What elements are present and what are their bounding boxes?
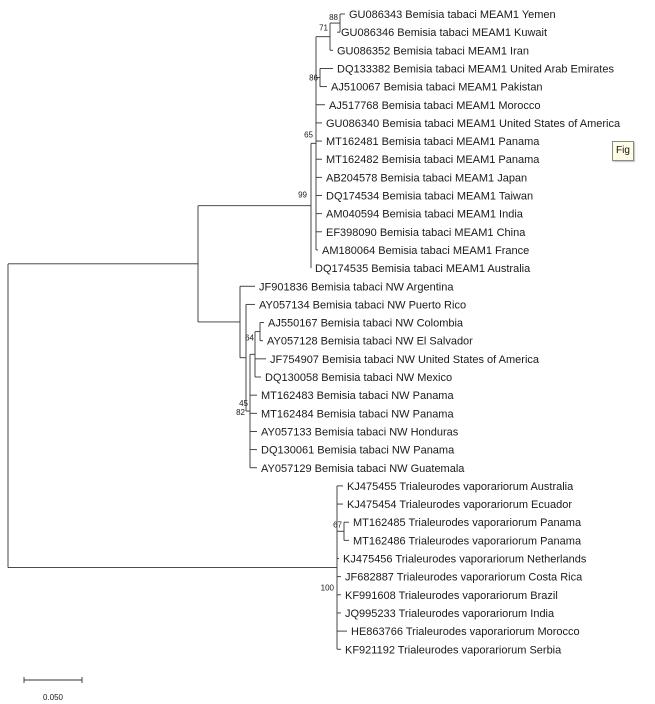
taxon-label: JF682887 Trialeurodes vaporariorum Costa Rica (345, 571, 583, 584)
taxon-label: AY057134 Bemisia tabaci NW Puerto Rico (259, 299, 467, 312)
bootstrap-value: 67 (333, 520, 342, 530)
bootstrap-value: 99 (298, 190, 307, 200)
bootstrap-value: 45 (239, 399, 248, 409)
taxon-label: MT162481 Bemisia tabaci MEAM1 Panama (326, 136, 540, 149)
bootstrap-value: 71 (319, 23, 328, 33)
taxon-label: DQ174534 Bemisia tabaci MEAM1 Taiwan (326, 190, 534, 203)
taxon-label: GU086352 Bemisia tabaci MEAM1 Iran (337, 45, 529, 58)
bootstrap-value: 86 (309, 73, 318, 83)
taxon-label: MT162485 Trialeurodes vaporariorum Panama (353, 517, 582, 530)
taxon-label: GU086343 Bemisia tabaci MEAM1 Yemen (349, 9, 556, 21)
taxon-label: AB204578 Bemisia tabaci MEAM1 Japan (326, 172, 528, 185)
taxon-label: AY057128 Bemisia tabaci NW El Salvador (267, 335, 473, 348)
taxon-label: DQ133382 Bemisia tabaci MEAM1 United Arab Emirates (337, 63, 614, 76)
taxon-label: DQ130058 Bemisia tabaci NW Mexico (265, 372, 453, 384)
taxon-label: AY057129 Bemisia tabaci NW Guatemala (261, 462, 465, 475)
taxon-label: KJ475455 Trialeurodes vaporariorum Australia (347, 480, 574, 493)
taxon-label: KF921192 Trialeurodes vaporariorum Serbia (345, 644, 562, 657)
taxon-label: GU086346 Bemisia tabaci MEAM1 Kuwait (341, 27, 548, 40)
taxon-label: AJ550167 Bemisia tabaci NW Colombia (268, 317, 464, 330)
taxon-label: KF991608 Trialeurodes vaporariorum Brazil (345, 589, 558, 602)
taxon-label: DQ174535 Bemisia tabaci MEAM1 Australia (315, 263, 531, 276)
taxon-label: AJ510067 Bemisia tabaci MEAM1 Pakistan (331, 81, 543, 94)
taxon-label: AJ517768 Bemisia tabaci MEAM1 Morocco (329, 99, 541, 112)
taxon-label: KJ475454 Trialeurodes vaporariorum Ecuador (347, 499, 573, 512)
bootstrap-value: 88 (329, 13, 338, 23)
taxon-label: JF754907 Bemisia tabaci NW United States of America (270, 353, 540, 366)
taxon-label: GU086340 Bemisia tabaci MEAM1 United States of America (326, 117, 621, 130)
taxon-label: JF901836 Bemisia tabaci NW Argentina (259, 281, 454, 294)
bootstrap-value: 65 (304, 130, 313, 140)
taxon-label: EF398090 Bemisia tabaci MEAM1 China (326, 226, 526, 239)
scale-bar-label: 0.050 (42, 693, 64, 702)
taxon-label: MT162486 Trialeurodes vaporariorum Panama (353, 535, 582, 548)
taxon-label: MT162482 Bemisia tabaci MEAM1 Panama (326, 154, 540, 167)
taxon-label: DQ130061 Bemisia tabaci NW Panama (261, 444, 455, 457)
taxon-label: AM040594 Bemisia tabaci MEAM1 India (326, 208, 523, 221)
bootstrap-value: 64 (245, 333, 254, 343)
taxon-label: MT162484 Bemisia tabaci NW Panama (261, 408, 454, 421)
taxon-label: HE863766 Trialeurodes vaporariorum Morocco (351, 626, 580, 639)
figure-badge: Fig (612, 141, 634, 161)
bootstrap-value: 100 (320, 583, 334, 593)
taxon-label: AM180064 Bemisia tabaci MEAM1 France (322, 244, 530, 257)
bootstrap-value: 82 (236, 408, 245, 418)
taxon-label: MT162483 Bemisia tabaci NW Panama (261, 390, 454, 403)
taxon-label: AY057133 Bemisia tabaci NW Honduras (261, 426, 459, 439)
taxon-label: JQ995233 Trialeurodes vaporariorum India (345, 607, 555, 620)
taxon-label: KJ475456 Trialeurodes vaporariorum Netherlands (343, 553, 587, 566)
